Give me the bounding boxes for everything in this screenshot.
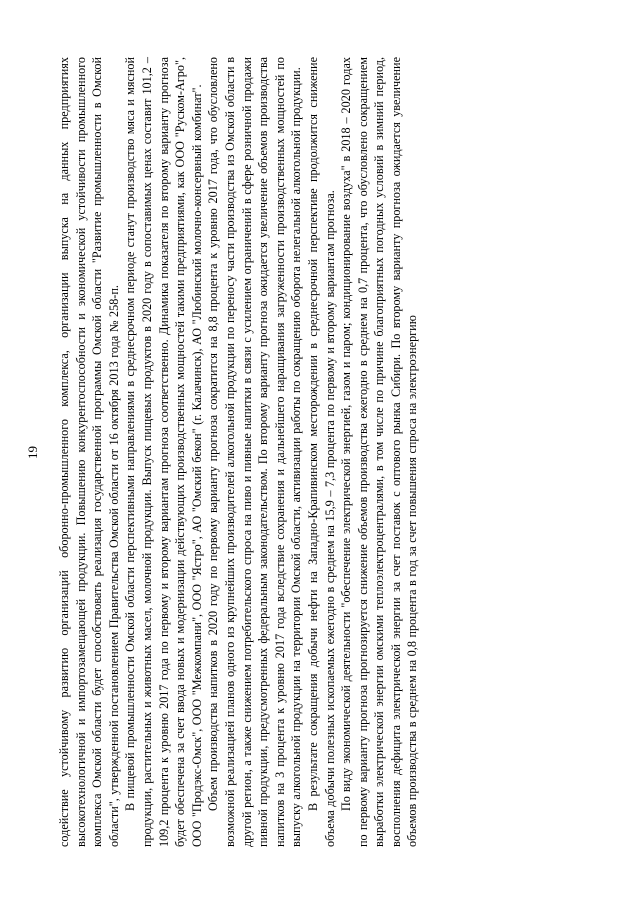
paragraph-energy: По виду экономической деятельности "обеспечение электрической энергией, газом и паром; кондиционирование воздуха" в 2018 – 2020 годах по первому варианту прогноза прогнозируется снижение объемов производства ежегодно в среднем на 0,7 процента, что обусловлено сокращением выработки электрической энергии омскими теплоэлектроцентралями, в том числе по причине благоприятных погодных условий в зимний период, восполнения дефицита электрической энергии за счет поставок с оптового рынка Сибири. По второму варианту прогноза ожидается увеличение объемов производства в среднем на 0,8 процента в год за счет повышения спроса на электроэнергию — [339, 57, 420, 847]
page-number: 19 — [25, 446, 40, 459]
paragraph-oil-extraction: В результате сокращения добычи нефти на Западно-Крапивинском месторождении в среднесрочной перспективе продолжится снижение объема добычи полезных ископаемых ежегодно в среднем на 15,9 – 7,3 процента по первому и второму вариантам прогноза. — [305, 57, 337, 847]
paragraph-continuation: содействие устойчивому развитию организаций оборонно-промышленного комплекса, организации выпуска на данных предприятиях высокотехнологичной и импортозамещающей продукции. Повышению конкурентоспособности и экономической устойчивости промышленного комплекса Омской области будет способствовать реализация государственной программы Омской области "Развитие промышленности в Омской области", утвержденной постановлением Правительства Омской области от 16 октября 2013 года № 258-п. — [57, 57, 121, 847]
body-text — [56, 57, 421, 847]
paragraph-food-industry: В пищевой промышленности Омской области перспективными направлениями в среднесрочном периоде станут производство мяса и мясной продукции, растительных и животных масел, молочной продукции. Выпуск пищевых продуктов в 2020 году в сопоставимых ценах составит 101,2 – 109,2 процента к уровню 2017 года по первому и второму вариантам прогноза соответственно. Динамика показателя по второму варианту прогноза будет обеспечена за счет ввода новых и модернизации действующих производственных мощностей такими предприятиями, как ООО "Руском-Агро", ООО "Продэкс-Омск", ООО "Межкомпани", ООО "Ястро", АО "Омский бекон" (г. Калачинск), АО "Любинский молочно-консервный комбинат". — [123, 57, 204, 847]
paragraph-beverages: Объем производства напитков в 2020 году по первому варианту прогноза сократится на 8,8 процента к уровню 2017 года, что обусловлено возможной реализацией планов одного из крупнейших производителей алкогольной продукции по переносу части производства из Омской области в другой регион, а также снижением потребительского спроса на пиво и пивные напитки в связи с усилением ограничений в сфере розничной продажи пивной продукции, предусмотренных федеральным законодательством. По второму варианту прогноза ожидается увеличение объемов производства напитков на 3 процента к уровню 2017 года вследствие сохранения и дальнейшего наращивания загруженности производственных мощностей по выпуску алкогольной продукции на территории Омской области, активизации работы по сокращению оборота нелегальной алкогольной продукции. — [206, 57, 304, 847]
